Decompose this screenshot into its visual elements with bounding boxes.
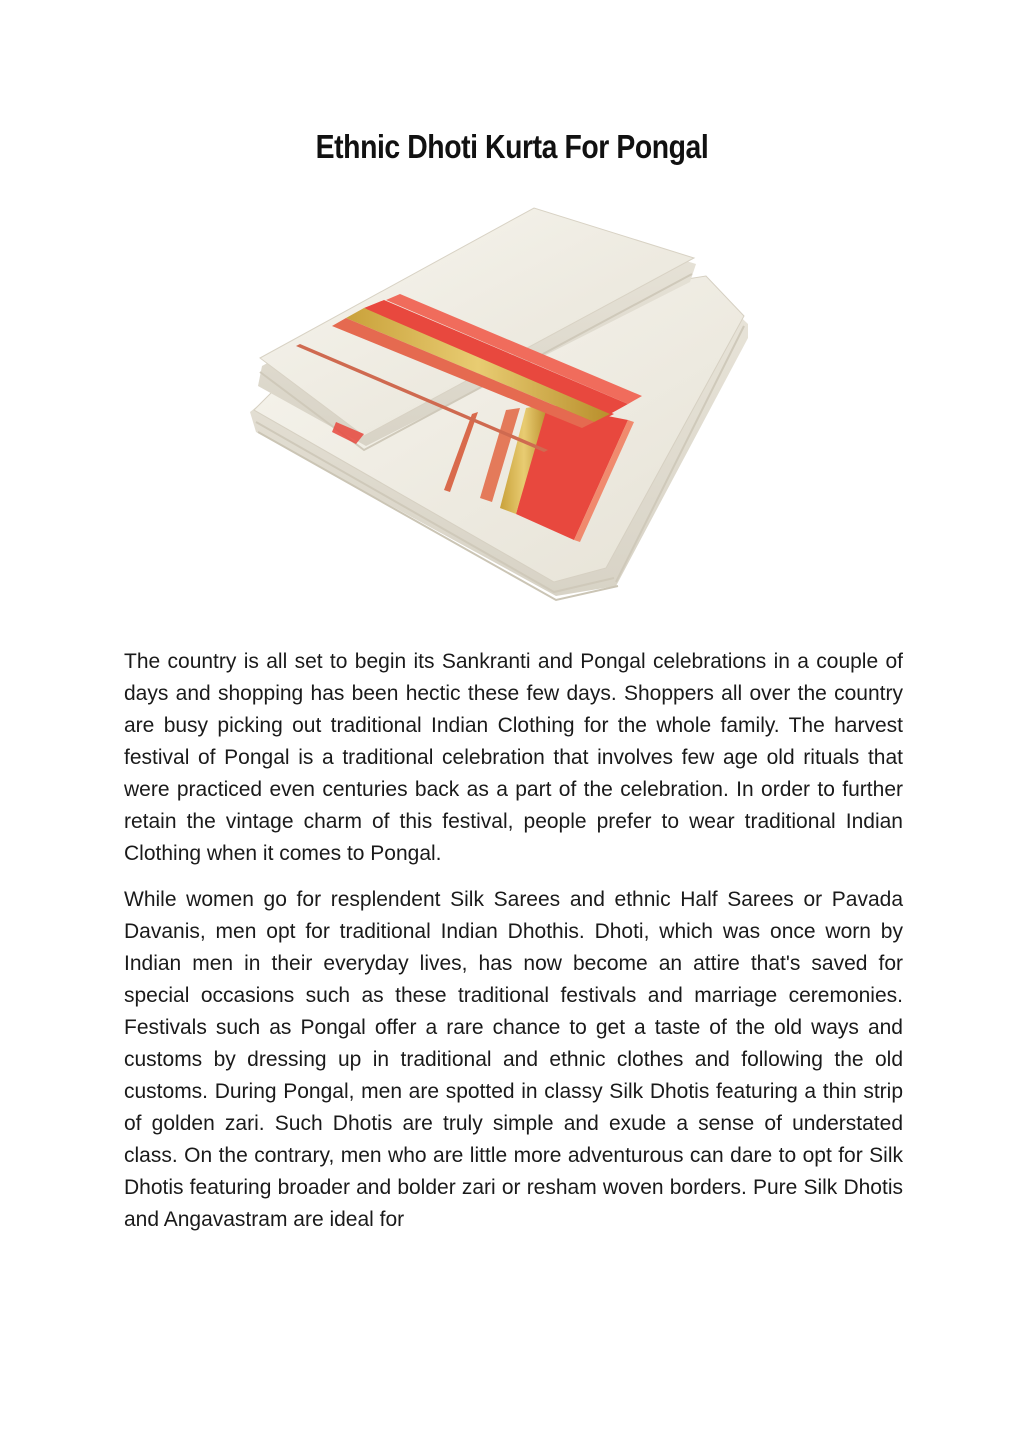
article-body bbox=[124, 646, 903, 1250]
paragraph-1: The country is all set to begin its Sankranti and Pongal celebrations in a couple of days and shopping has been hectic these few days. Shoppers all over the country are busy picking out traditional Indian Clothing for the whole family. The harvest festival of Pongal is a traditional celebration that involves few age old rituals that were practiced even centuries back as a part of the celebration. In order to further retain the vintage charm of this festival, people prefer to wear traditional Indian Clothing when it comes to Pongal. bbox=[124, 650, 903, 865]
paragraph-2: While women go for resplendent Silk Sarees and ethnic Half Sarees or Pavada Davanis, men opt for traditional Indian Dhothis. Dhoti, which was once worn by Indian men in their everyday lives, has now become an attire that's saved for special occasions such as these traditional festivals and marriage ceremonies. Festivals such as Pongal offer a rare chance to get a taste of the old ways and customs by dressing up in traditional and ethnic clothes and following the old customs. During Pongal, men are spotted in classy Silk Dhotis featuring a thin strip of golden zari. Such Dhotis are truly simple and exude a sense of understated class. On the contrary, men who are little more adventurous can dare to opt for Silk Dhotis featuring broader and bolder zari or resham woven borders. Pure Silk Dhotis and Angavastram are ideal for bbox=[124, 888, 903, 1231]
dhoti-product-image bbox=[236, 196, 796, 616]
folded-dhoti-icon bbox=[236, 196, 796, 616]
page-title: Ethnic Dhoti Kurta For Pongal bbox=[315, 128, 709, 165]
